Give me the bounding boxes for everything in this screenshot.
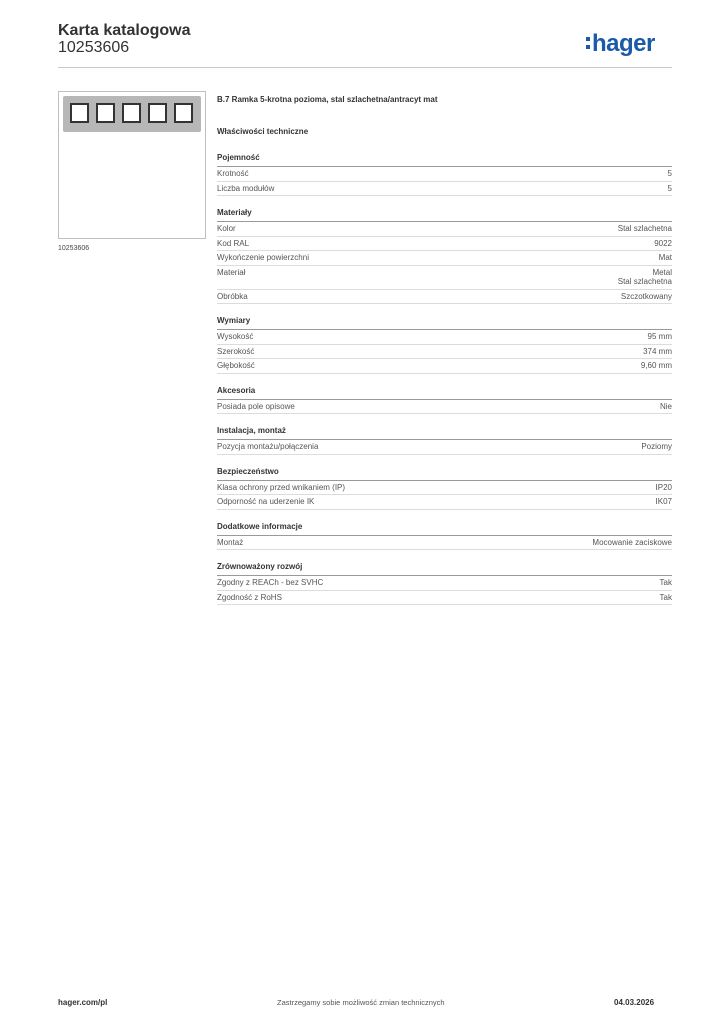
hager-logo <box>592 30 655 58</box>
spec-row <box>217 495 672 510</box>
spec-label: Kolor <box>217 224 236 233</box>
spec-label: Kod RAL <box>217 238 250 248</box>
spec-value <box>618 268 672 287</box>
spec-row <box>217 359 672 374</box>
spec-value-line: 9022 <box>654 238 672 248</box>
product-image <box>63 96 201 132</box>
spec-section <box>217 153 672 196</box>
spec-label: Odporność na uderzenie IK <box>217 497 315 506</box>
spec-label: Pozycja montażu/połączenia <box>217 442 319 451</box>
footer-disclaimer: Zastrzegamy sobie możliwość zmian technicznych <box>277 998 445 1007</box>
spec-row <box>217 222 672 237</box>
spec-value <box>668 184 672 194</box>
section-title: Instalacja, montaż <box>217 426 672 440</box>
spec-label: Posiada pole opisowe <box>217 401 295 411</box>
spec-section <box>217 426 672 455</box>
section-title: Akcesoria <box>217 386 672 400</box>
image-caption: 10253606 <box>58 245 90 252</box>
logo-text: hager <box>592 30 655 57</box>
spec-section <box>217 467 672 510</box>
spec-row <box>217 237 672 252</box>
frame-slot <box>96 103 115 123</box>
spec-row <box>217 440 672 455</box>
header-divider <box>58 67 672 68</box>
spec-label: Materiał <box>217 267 246 277</box>
spec-section <box>217 562 672 605</box>
spec-value-line: IP20 <box>655 482 672 492</box>
spec-label: Obróbka <box>217 291 248 301</box>
properties-heading: Właściwości techniczne <box>217 127 309 136</box>
section-title: Bezpieczeństwo <box>217 467 672 481</box>
spec-value-line: Szczotkowany <box>620 291 672 301</box>
spec-row <box>217 576 672 591</box>
spec-section <box>217 386 672 415</box>
spec-value <box>660 578 672 588</box>
spec-row <box>217 400 672 415</box>
spec-value-line: Metal <box>652 267 672 277</box>
spec-value-line: Tak <box>659 592 672 602</box>
spec-row <box>217 290 672 305</box>
spec-value <box>643 347 672 357</box>
spec-value <box>648 332 672 342</box>
frame-slot <box>70 103 89 123</box>
spec-label: Krotność <box>217 169 249 178</box>
spec-value <box>659 253 672 263</box>
section-title: Dodatkowe informacje <box>217 522 672 536</box>
product-title: B.7 Ramka 5-krotna pozioma, stal szlachetna/antracyt mat <box>217 95 438 104</box>
spec-label: Wysokość <box>217 332 254 341</box>
spec-value <box>668 169 672 179</box>
section-title: Pojemność <box>217 153 672 167</box>
frame-slot <box>148 103 167 123</box>
spec-value-line: 374 mm <box>643 346 672 356</box>
footer-date: 04.03.2026 <box>614 998 655 1007</box>
spec-value <box>660 593 672 603</box>
spec-content <box>217 95 672 605</box>
spec-value-line: Tak <box>659 578 672 587</box>
spec-value-line: Poziomy <box>641 442 672 451</box>
spec-row <box>217 536 672 551</box>
section-title: Zrównoważony rozwój <box>217 562 672 576</box>
spec-value-line: Stal szlachetna <box>617 224 672 233</box>
spec-value-line: IK07 <box>655 497 672 506</box>
spec-row <box>217 251 672 266</box>
spec-value <box>656 483 672 493</box>
spec-label: Głębokość <box>217 361 255 370</box>
spec-value-line: 5 <box>667 183 672 193</box>
spec-sections <box>217 153 672 605</box>
spec-label: Zgodny z REACh - bez SVHC <box>217 578 324 587</box>
spec-label: Liczba modułów <box>217 183 275 193</box>
frame-slot <box>122 103 141 123</box>
spec-value <box>618 224 672 234</box>
spec-row <box>217 167 672 182</box>
product-image-frame <box>58 91 206 239</box>
spec-label: Zgodność z RoHS <box>217 592 282 602</box>
section-title: Wymiary <box>217 316 672 330</box>
spec-row <box>217 481 672 496</box>
spec-value-line: Stal szlachetna <box>617 277 672 286</box>
spec-value-line: Mat <box>658 253 672 262</box>
spec-value-line: 95 mm <box>647 332 672 341</box>
spec-section <box>217 522 672 551</box>
spec-label: Montaż <box>217 537 244 547</box>
spec-section <box>217 316 672 374</box>
spec-row <box>217 266 672 290</box>
logo-dots-icon <box>586 37 590 53</box>
spec-value-line: Nie <box>659 401 672 411</box>
spec-label: Klasa ochrony przed wnikaniem (IP) <box>217 482 346 492</box>
footer-website: hager.com/pl <box>58 998 108 1007</box>
spec-label: Szerokość <box>217 346 255 356</box>
spec-value-line: 9,60 mm <box>640 361 672 370</box>
spec-label: Wykończenie powierzchni <box>217 253 309 262</box>
spec-value <box>621 292 672 302</box>
frame-slot <box>174 103 193 123</box>
section-title: Materiały <box>217 208 672 222</box>
spec-row <box>217 330 672 345</box>
spec-value <box>660 402 672 412</box>
spec-row <box>217 345 672 360</box>
spec-row <box>217 591 672 606</box>
spec-value <box>654 239 672 249</box>
spec-row <box>217 182 672 197</box>
spec-section <box>217 208 672 304</box>
spec-value <box>641 361 672 371</box>
spec-value <box>641 442 672 452</box>
document-title: Karta katalogowa <box>58 22 191 39</box>
product-code: 10253606 <box>58 39 130 56</box>
spec-value <box>656 497 672 507</box>
spec-value-line: 5 <box>667 169 672 178</box>
spec-value-line: Mocowanie zaciskowe <box>592 537 672 547</box>
spec-value <box>592 538 672 548</box>
